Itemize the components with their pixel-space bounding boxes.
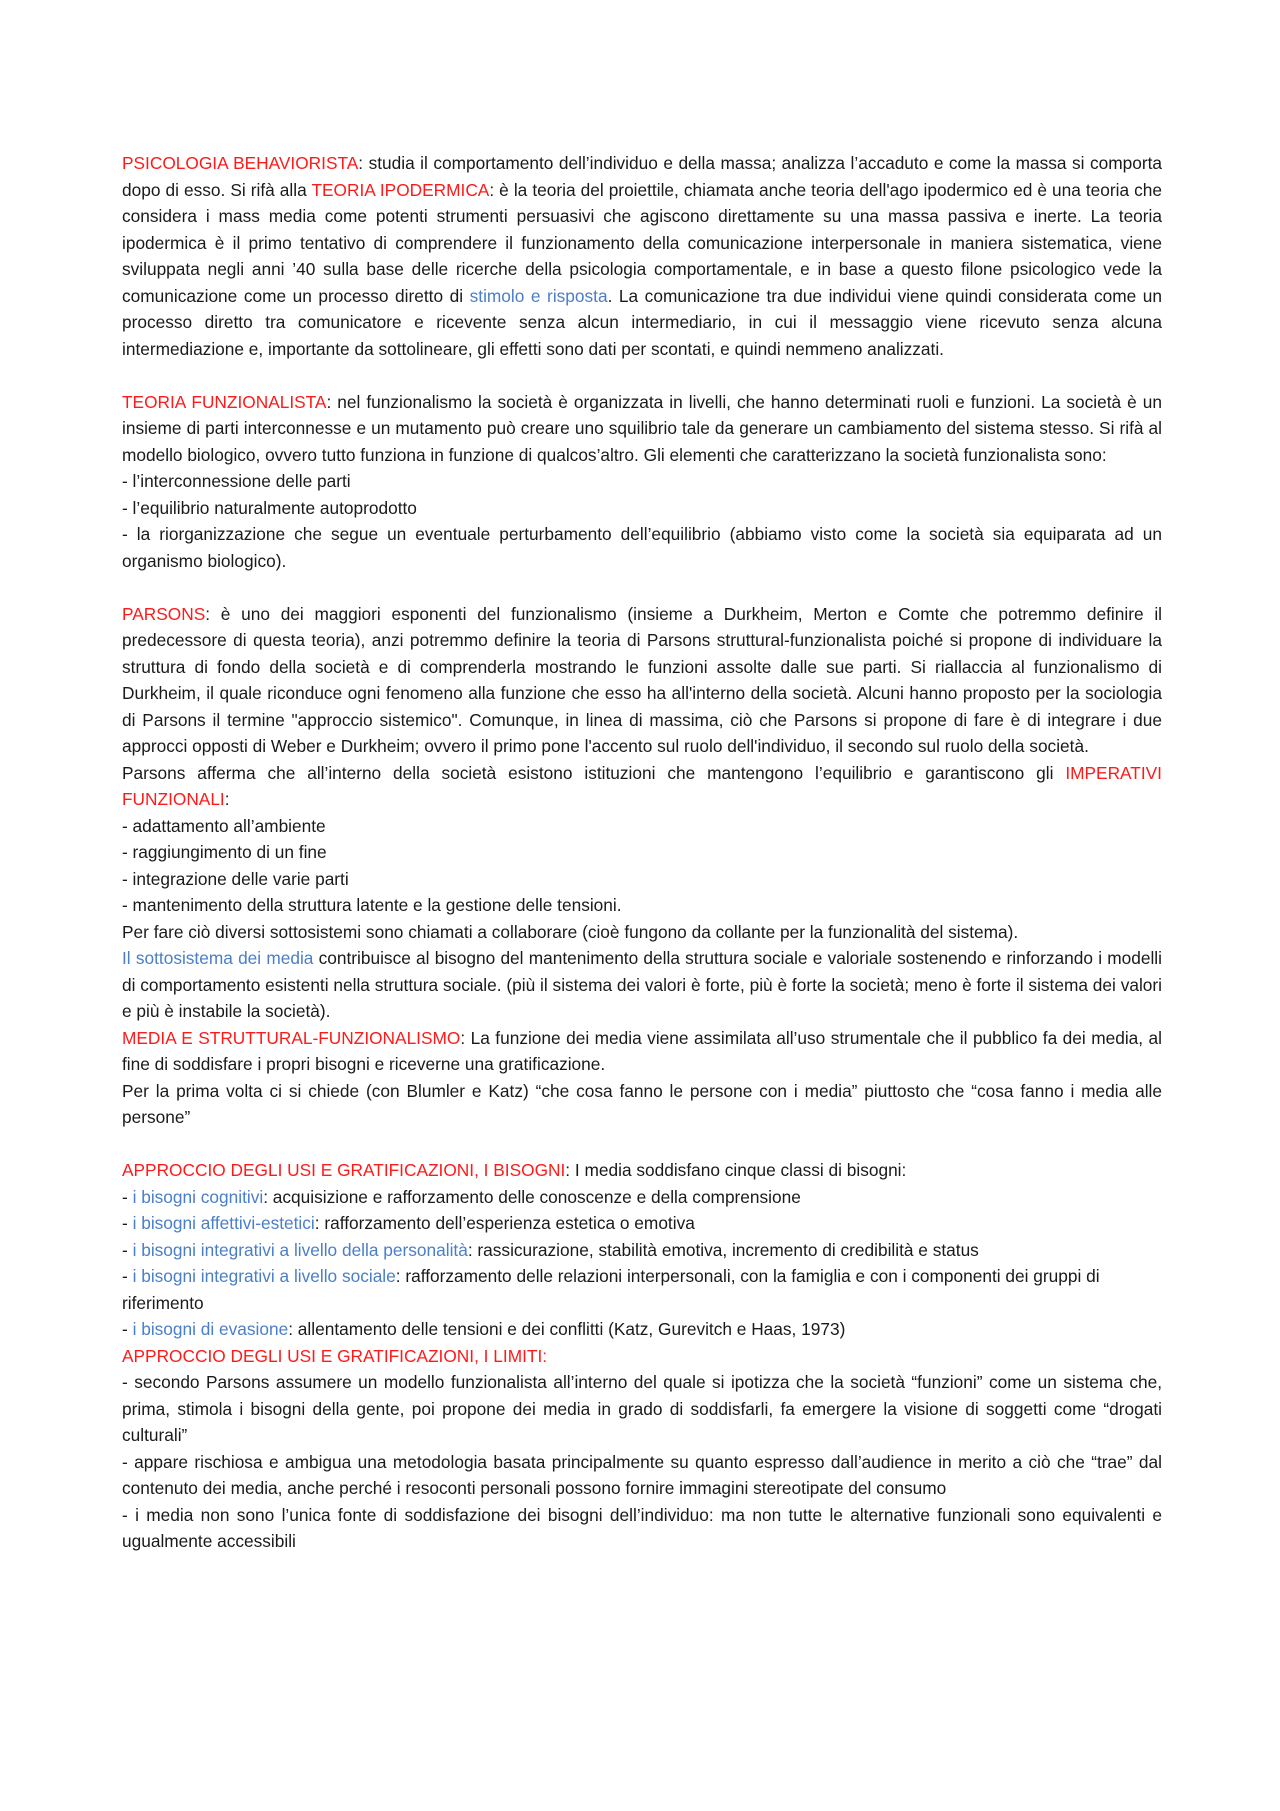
paragraph-subsystems: Per fare ciò diversi sottosistemi sono chiamati a collaborare (cioè fungono da collante per la funzionalità del sistema).	[122, 921, 1019, 942]
text: : nel funzionalismo la società è organizzata in livelli, che hanno determinati ruoli e funzioni. La società è un insieme di parti interconnesse e un mutamento può creare uno squilibrio tale da generare un cambiamento del sistema stesso. Si rifà al modello biologico, ovvero tutto funziona in funzione di qualcos’altro. Gli elementi che caratterizzano la società funzionalista sono:	[122, 391, 1163, 465]
paragraph-imperatives	[122, 760, 1162, 813]
highlight-need: i bisogni integrativi a livello sociale	[132, 1266, 396, 1286]
text: : è la teoria del proiettile, chiamata anche teoria dell'ago ipodermico ed è una teoria che considera i mass media come potenti strumenti persuasivi che agiscono direttamente su una massa passiva e inerte. La teoria ipodermica è il primo tentativo di comprendere il funzionamento della comunicazione interpersonale in maniera sistematica, viene sviluppata negli anni ’40 sulla base delle ricerche della psicologia comportamentale, e in base a questo filone psicologico vede la comunicazione come un processo diretto di	[122, 179, 1163, 306]
heading-behaviorist: PSICOLOGIA BEHAVIORISTA	[122, 153, 359, 173]
text: : La funzione dei media viene assimilata all’uso strumentale che il pubblico fa dei media, al fine di soddisfare i propri bisogni e riceverne una gratificazione.	[122, 1027, 1162, 1074]
paragraph-limits-heading	[122, 1343, 1162, 1370]
text: : I media soddisfano cinque classi di bisogni:	[565, 1160, 907, 1180]
paragraph-needs	[122, 1157, 1162, 1184]
heading-hypodermic: TEORIA IPODERMICA	[311, 179, 490, 200]
highlight-media-subsystem: Il sottosistema dei media	[122, 948, 314, 968]
paragraph-functionalist	[122, 389, 1162, 469]
spacer	[122, 362, 1162, 389]
text: : allentamento delle tensioni e dei conflitti (Katz, Gurevitch e Haas, 1973)	[288, 1319, 846, 1339]
paragraph-blumler-katz: Per la prima volta ci si chiede (con Blumler e Katz) “che cosa fanno le persone con i media” piuttosto che “cosa fanno i media alle persone”	[122, 1080, 1162, 1127]
highlight-need: i bisogni di evasione	[132, 1319, 289, 1339]
highlight-need: i bisogni cognitivi	[132, 1186, 264, 1207]
text: -	[122, 1319, 133, 1339]
list-item: - secondo Parsons assumere un modello funzionalista all’interno del quale si ipotizza che la società “funzioni” come un sistema che, prima, stimola i bisogni della gente, poi propone dei media in grado di soddisfarli, fa emergere la visione di soggetti come “drogati culturali”	[122, 1372, 1162, 1445]
text: -	[122, 1213, 133, 1233]
spacer	[122, 1131, 1162, 1158]
text: -	[122, 1186, 133, 1207]
list-item: - appare rischiosa e ambigua una metodologia basata principalmente su quanto espresso dall’audience in merito a ciò che “trae” dal contenuto dei media, anche perché i resoconti personali possono fornire immagini stereotipate del consumo	[122, 1451, 1162, 1498]
list-item	[122, 1237, 1162, 1264]
highlight-need: i bisogni affettivi-estetici	[132, 1213, 315, 1233]
spacer	[122, 574, 1162, 601]
text: : rassicurazione, stabilità emotiva, incremento di credibilità e status	[467, 1239, 979, 1260]
text: contribuisce al bisogno del mantenimento della struttura sociale e valoriale sostenendo e rinforzando i modelli di comportamento esistenti nella struttura sociale. (più il sistema dei valori è forte, più è forte la società; meno è forte il sistema dei valori e più è instabile la società).	[122, 948, 1162, 1021]
text: :	[224, 789, 230, 809]
list-item	[122, 1210, 1162, 1237]
heading-imperatives: IMPERATIVI FUNZIONALI	[122, 762, 1162, 809]
list-item: - i media non sono l’unica fonte di soddisfazione dei bisogni dell’individuo: ma non tutte le alternative funzionali sono equivalenti e ugualmente accessibili	[122, 1504, 1162, 1551]
text: : studia il comportamento dell’individuo e della massa; analizza l’accaduto e come la massa si comporta dopo di esso. Si rifà alla	[122, 153, 1162, 200]
heading-media-structural: MEDIA E STRUTTURAL-FUNZIONALISMO	[122, 1027, 461, 1048]
paragraph-behaviorist	[122, 150, 1162, 362]
heading-parsons: PARSONS	[122, 603, 206, 624]
highlight-stimulus-response: stimolo e risposta	[469, 285, 608, 306]
paragraph-media-subsystem	[122, 945, 1162, 1025]
highlight-need: i bisogni integrativi a livello della personalità	[132, 1239, 468, 1260]
paragraph-parsons	[122, 601, 1162, 760]
list-item: - adattamento all’ambiente	[122, 815, 326, 836]
list-item: - l’equilibrio naturalmente autoprodotto	[122, 497, 417, 518]
heading-functionalist: TEORIA FUNZIONALISTA	[122, 391, 327, 412]
heading-limits: APPROCCIO DEGLI USI E GRATIFICAZIONI, I LIMITI	[122, 1345, 543, 1366]
list-item	[122, 1263, 1162, 1316]
text: :	[542, 1345, 548, 1366]
text: Parsons afferma che all’interno della società esistono istituzioni che mantengono l’equilibrio e garantiscono gli	[122, 762, 1066, 783]
list-item	[122, 1316, 1162, 1343]
text: -	[122, 1266, 133, 1286]
text: : rafforzamento delle relazioni interpersonali, con la famiglia e con i componenti dei gruppi di riferimento	[122, 1266, 1100, 1313]
list-item: - l’interconnessione delle parti	[122, 471, 351, 491]
list-item: - raggiungimento di un fine	[122, 842, 327, 862]
text: : rafforzamento dell’esperienza estetica o emotiva	[314, 1213, 695, 1233]
heading-needs: APPROCCIO DEGLI USI E GRATIFICAZIONI, I BISOGNI	[122, 1160, 566, 1180]
text: : acquisizione e rafforzamento delle conoscenze e della comprensione	[263, 1186, 801, 1207]
list-item	[122, 1184, 1162, 1211]
text: : è uno dei maggiori esponenti del funzionalismo (insieme a Durkheim, Merton e Comte che potremmo definire il predecessore di questa teoria), anzi potremmo definire la teoria di Parsons struttural-funzionalista poiché si propone di individuare la struttura di fondo della società e di comprenderla mostrando le funzioni assolte dalle sue parti. Si riallaccia al funzionalismo di Durkheim, il quale riconduce ogni fenomeno alla funzione che esso ha all'interno della società. Alcuni hanno proposto per la sociologia di Parsons il termine "approccio sistemico". Comunque, in linea di massima, ciò che Parsons si propone di fare è di integrare i due approcci opposti di Weber e Durkheim; ovvero il primo pone l'accento sul ruolo dell'individuo, il secondo sul ruolo della società.	[122, 603, 1162, 756]
list-item: - mantenimento della struttura latente e la gestione delle tensioni.	[122, 895, 622, 915]
text: . La comunicazione tra due individui viene quindi considerata come un processo diretto tra comunicatore e ricevente senza alcun intermediario, in cui il messaggio viene ricevuto senza alcuna intermediazione e, importante da sottolineare, gli effetti sono dati per scontati, e quindi nemmeno analizzati.	[122, 285, 1163, 359]
paragraph-media-structural	[122, 1025, 1162, 1078]
list-item: - la riorganizzazione che segue un eventuale perturbamento dell’equilibrio (abbiamo visto come la società sia equiparata ad un organismo biologico).	[122, 524, 1162, 571]
list-item: - integrazione delle varie parti	[122, 868, 349, 889]
text: -	[122, 1239, 133, 1260]
document-page	[122, 150, 1162, 1555]
